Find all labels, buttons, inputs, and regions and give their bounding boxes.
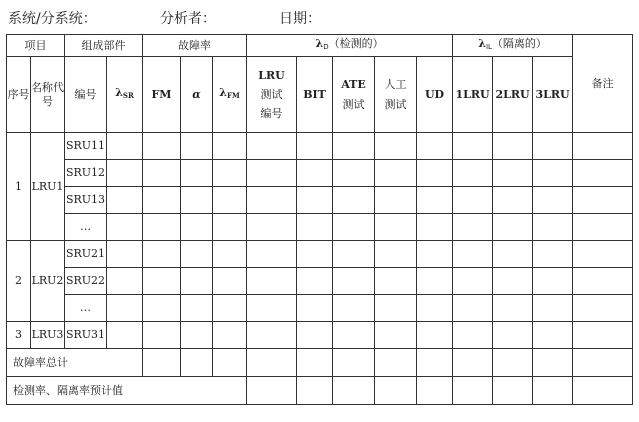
row-sru-cell: … <box>65 295 107 322</box>
empty-cell <box>573 268 633 295</box>
empty-cell <box>375 241 417 268</box>
col-no-header: 序号 <box>7 57 31 133</box>
row-sru-cell: SRU12 <box>65 160 107 187</box>
row-sru-cell: … <box>65 214 107 241</box>
col-lambda-sr-header: $\lambda_{SR}$ <box>107 57 143 133</box>
col-lru-test-no-header: LRU 测试 编号 <box>247 57 297 133</box>
empty-cell <box>573 133 633 160</box>
col-ate-test-header: ATE 测试 <box>333 57 375 133</box>
remarks-header: 备注 <box>573 35 633 133</box>
empty-cell <box>573 214 633 241</box>
empty-cell <box>453 295 493 322</box>
empty-cell <box>493 187 533 214</box>
empty-cell <box>573 160 633 187</box>
estimate-label: 检测率、隔离率预计值 <box>7 377 247 405</box>
empty-cell <box>181 241 213 268</box>
empty-cell <box>533 295 573 322</box>
empty-cell <box>107 241 143 268</box>
empty-cell <box>143 160 181 187</box>
empty-cell <box>453 349 493 377</box>
empty-cell <box>573 349 633 377</box>
empty-cell <box>143 268 181 295</box>
empty-cell <box>213 160 247 187</box>
empty-cell <box>213 133 247 160</box>
form-header <box>6 6 632 28</box>
empty-cell <box>417 241 453 268</box>
empty-cell <box>533 241 573 268</box>
empty-cell <box>375 187 417 214</box>
empty-cell <box>453 214 493 241</box>
table-row <box>7 241 633 268</box>
empty-cell <box>417 349 453 377</box>
empty-cell <box>107 322 143 349</box>
table-row <box>7 133 633 160</box>
empty-cell <box>143 214 181 241</box>
empty-cell <box>297 214 333 241</box>
empty-cell <box>333 295 375 322</box>
empty-cell <box>297 241 333 268</box>
empty-cell <box>453 133 493 160</box>
row-no-cell: 1 <box>7 133 31 241</box>
empty-cell <box>247 295 297 322</box>
row-no-cell: 3 <box>7 322 31 349</box>
empty-cell <box>375 133 417 160</box>
empty-cell <box>453 322 493 349</box>
estimate-row <box>7 377 633 405</box>
col-fm-header: FM <box>143 57 181 133</box>
col-2lru-header: 2LRU <box>493 57 533 133</box>
empty-cell <box>453 377 493 405</box>
empty-cell <box>213 295 247 322</box>
empty-cell <box>297 268 333 295</box>
empty-cell <box>493 377 533 405</box>
empty-cell <box>181 268 213 295</box>
empty-cell <box>247 241 297 268</box>
empty-cell <box>143 322 181 349</box>
empty-cell <box>143 241 181 268</box>
empty-cell <box>213 214 247 241</box>
empty-cell <box>493 241 533 268</box>
empty-cell <box>533 349 573 377</box>
date-label: 日期： <box>279 11 321 27</box>
empty-cell <box>493 214 533 241</box>
empty-cell <box>143 295 181 322</box>
empty-cell <box>181 160 213 187</box>
empty-cell <box>417 295 453 322</box>
empty-cell <box>333 377 375 405</box>
empty-cell <box>453 187 493 214</box>
empty-cell <box>247 349 297 377</box>
empty-cell <box>107 268 143 295</box>
empty-cell <box>417 268 453 295</box>
empty-cell <box>375 322 417 349</box>
empty-cell <box>375 349 417 377</box>
analyst-label: 分析者： <box>160 11 216 27</box>
empty-cell <box>247 322 297 349</box>
table-row <box>7 160 633 187</box>
row-no-cell: 2 <box>7 241 31 322</box>
empty-cell <box>107 133 143 160</box>
row-sru-cell: SRU21 <box>65 241 107 268</box>
table-row <box>7 187 633 214</box>
empty-cell <box>493 133 533 160</box>
empty-cell <box>375 295 417 322</box>
row-sru-cell: SRU31 <box>65 322 107 349</box>
table-row <box>7 214 633 241</box>
empty-cell <box>297 187 333 214</box>
empty-cell <box>297 295 333 322</box>
empty-cell <box>333 268 375 295</box>
empty-cell <box>143 187 181 214</box>
row-lru-cell: LRU1 <box>31 133 65 241</box>
empty-cell <box>297 377 333 405</box>
empty-cell <box>417 214 453 241</box>
empty-cell <box>333 349 375 377</box>
empty-cell <box>573 295 633 322</box>
col-lambda-fm-header: $\lambda_{FM}$ <box>213 57 247 133</box>
empty-cell <box>493 349 533 377</box>
total-failure-rate-label: 故障率总计 <box>7 349 143 377</box>
col-alpha-header: α <box>181 57 213 133</box>
empty-cell <box>181 214 213 241</box>
empty-cell <box>107 160 143 187</box>
empty-cell <box>417 133 453 160</box>
empty-cell <box>297 133 333 160</box>
empty-cell <box>493 322 533 349</box>
empty-cell <box>213 187 247 214</box>
empty-cell <box>143 349 181 377</box>
empty-cell <box>417 322 453 349</box>
empty-cell <box>143 133 181 160</box>
empty-cell <box>181 322 213 349</box>
empty-cell <box>213 241 247 268</box>
empty-cell <box>533 133 573 160</box>
empty-cell <box>297 160 333 187</box>
empty-cell <box>181 133 213 160</box>
empty-cell <box>297 322 333 349</box>
empty-cell <box>181 187 213 214</box>
empty-cell <box>417 187 453 214</box>
empty-cell <box>333 241 375 268</box>
empty-cell <box>375 160 417 187</box>
empty-cell <box>375 214 417 241</box>
col-number-header: 编号 <box>65 57 107 133</box>
empty-cell <box>247 268 297 295</box>
empty-cell <box>417 377 453 405</box>
empty-cell <box>375 377 417 405</box>
empty-cell <box>417 160 453 187</box>
empty-cell <box>247 377 297 405</box>
empty-cell <box>333 214 375 241</box>
table-row <box>7 295 633 322</box>
table-row <box>7 268 633 295</box>
empty-cell <box>533 322 573 349</box>
col-3lru-header: 3LRU <box>533 57 573 133</box>
empty-cell <box>247 187 297 214</box>
empty-cell <box>533 187 573 214</box>
empty-cell <box>213 268 247 295</box>
empty-cell <box>573 187 633 214</box>
col-bit-header: BIT <box>297 57 333 133</box>
total-row <box>7 349 633 377</box>
empty-cell <box>181 349 213 377</box>
empty-cell <box>573 241 633 268</box>
empty-cell <box>533 160 573 187</box>
empty-cell <box>533 377 573 405</box>
group-failure-rate-header: 故障率 <box>143 35 247 57</box>
fmea-table <box>6 34 633 405</box>
empty-cell <box>213 349 247 377</box>
empty-cell <box>453 241 493 268</box>
empty-cell <box>493 295 533 322</box>
group-lambda-il-header: $\lambda_{IL}$（隔离的） <box>453 35 573 57</box>
empty-cell <box>213 322 247 349</box>
row-sru-cell: SRU22 <box>65 268 107 295</box>
col-1lru-header: 1LRU <box>453 57 493 133</box>
empty-cell <box>453 268 493 295</box>
empty-cell <box>573 377 633 405</box>
row-lru-cell: LRU2 <box>31 241 65 322</box>
empty-cell <box>533 268 573 295</box>
empty-cell <box>107 295 143 322</box>
empty-cell <box>107 214 143 241</box>
empty-cell <box>297 349 333 377</box>
empty-cell <box>107 187 143 214</box>
empty-cell <box>247 160 297 187</box>
system-label: 系统/分系统： <box>8 11 97 27</box>
empty-cell <box>573 322 633 349</box>
empty-cell <box>333 133 375 160</box>
row-sru-cell: SRU11 <box>65 133 107 160</box>
empty-cell <box>533 214 573 241</box>
empty-cell <box>247 133 297 160</box>
empty-cell <box>493 160 533 187</box>
empty-cell <box>247 214 297 241</box>
empty-cell <box>375 268 417 295</box>
empty-cell <box>493 268 533 295</box>
column-header-row <box>7 57 633 133</box>
row-sru-cell: SRU13 <box>65 187 107 214</box>
group-lambda-d-header: $\lambda_D$（检测的） <box>247 35 453 57</box>
col-name-code-header: 名称代号 <box>31 57 65 133</box>
table-row <box>7 322 633 349</box>
group-parts-header: 组成部件 <box>65 35 143 57</box>
col-manual-test-header: 人工 测试 <box>375 57 417 133</box>
empty-cell <box>333 322 375 349</box>
row-lru-cell: LRU3 <box>31 322 65 349</box>
empty-cell <box>333 160 375 187</box>
col-ud-header: UD <box>417 57 453 133</box>
group-header-row <box>7 35 633 57</box>
group-item-header: 项目 <box>7 35 65 57</box>
empty-cell <box>453 160 493 187</box>
empty-cell <box>181 295 213 322</box>
empty-cell <box>333 187 375 214</box>
